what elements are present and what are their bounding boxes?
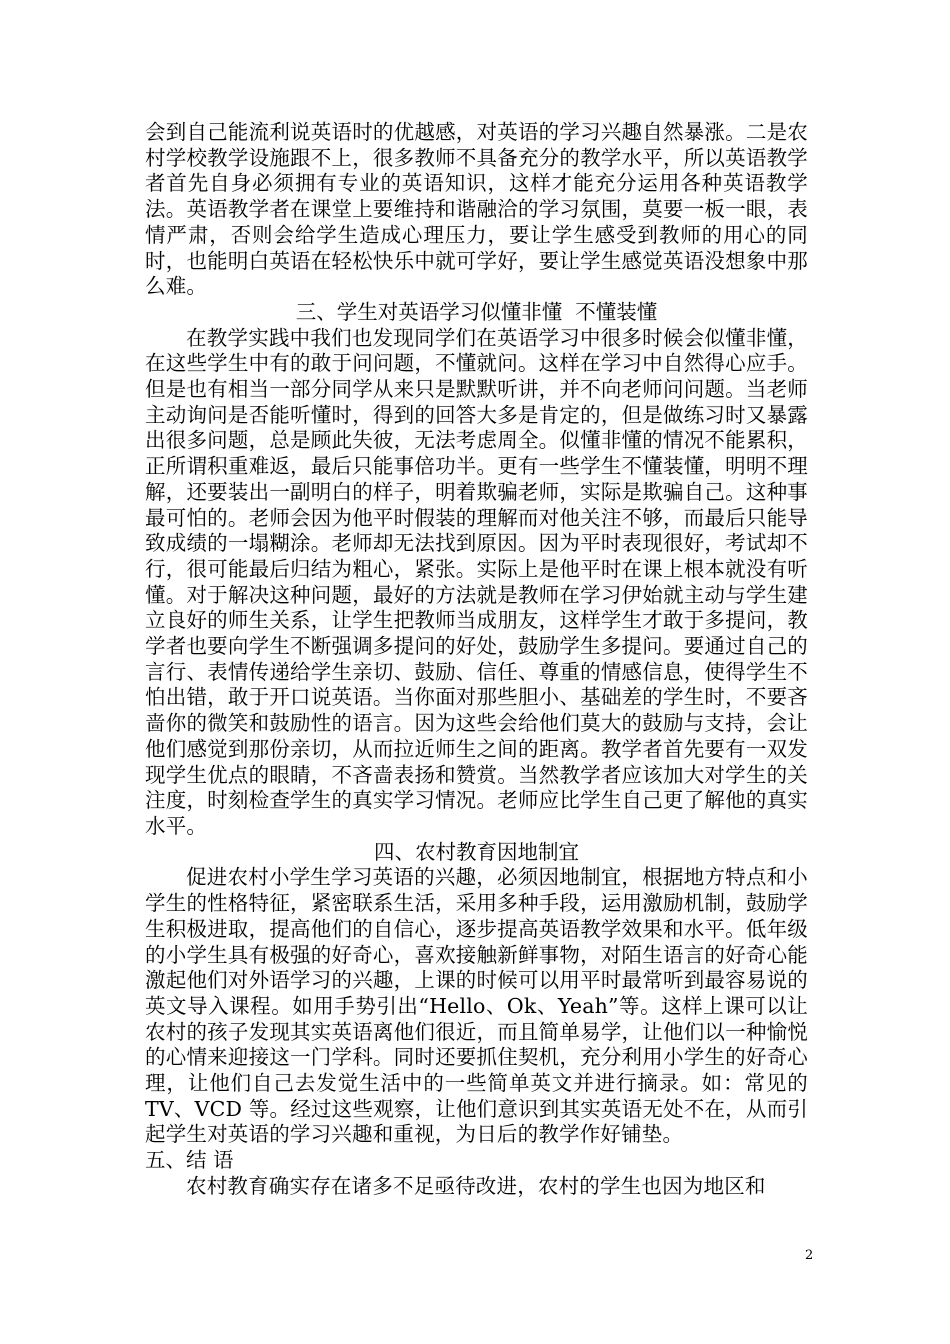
section3-paragraph: 在教学实践中我们也发现同学们在英语学习中很多时候会似懂非懂，在这些学生中有的敢于问问题，不懂就问。这样在学习中自然得心应手。但是也有相当一部分同学从来只是默默听讲，并不向老师问问题。当老师主动询问是否能听懂时，得到的回答大多是肯定的，但是做练习时又暴露出很多问题，总是顾此失彼，无法考虑周全。似懂非懂的情况不能累积，正所谓积重难返，最后只能事倍功半。更有一些学生不懂装懂，明明不理解，还要装出一副明白的样子，明着欺骗老师，实际是欺骗自己。这种事最可怕的。老师会因为他平时假装的理解而对他关注不够，而最后只能导致成绩的一塌糊涂。老师却无法找到原因。因为平时表现很好，考试却不行，很可能最后归结为粗心，紧张。实际上是他平时在课上根本就没有听懂。对于解决这种问题，最好的方法就是教师在学习伊始就主动与学生建立良好的师生关系，让学生把教师当成朋友，这样学生才敢于多提问，教学者也要向学生不断强调多提问的好处，鼓励学生多提问。要通过自己的言行、表情传递给学生亲切、鼓励、信任、尊重的情感信息，使得学生不怕出错，敢于开口说英语。当你面对那些胆小、基础差的学生时，不要吝啬你的微笑和鼓励性的语言。因为这些会给他们莫大的鼓励与支持，会让他们感觉到那份亲切，从而拉近师生之间的距离。教学者首先要有一双发现学生优点的眼睛，不吝啬表扬和赞赏。当然教学者应该加大对学生的关注度，时刻检查学生的真实学习情况。老师应比学生自己更了解他的真实水平。	[145, 325, 808, 838]
section5-heading: 五、结 语	[145, 1148, 234, 1173]
section4-heading: 四、农村教育因地制宜	[374, 839, 579, 864]
section3-heading: 三、学生对英语学习似懂非懂 不懂装懂	[295, 299, 658, 324]
intro-paragraph: 会到自己能流利说英语时的优越感，对英语的学习兴趣自然暴涨。二是农村学校教学设施跟不上，很多教师不具备充分的教学水平，所以英语教学者首先自身必须拥有专业的英语知识，这样才能充分运用各种英语教学法。英语教学者在课堂上要维持和谐融洽的学习氛围，莫要一板一眼，表情严肃，否则会给学生造成心理压力，要让学生感受到教师的用心的同时，也能明白英语在轻松快乐中就可学好，要让学生感觉英语没想象中那么难。	[145, 120, 808, 299]
page-number: 2	[805, 1248, 814, 1263]
document-page	[145, 120, 808, 1200]
section4-paragraph: 促进农村小学生学习英语的兴趣，必须因地制宜，根据地方特点和小学生的性格特征，紧密联系生活，采用多种手段，运用激励机制，鼓励学生积极进取，提高他们的自信心，逐步提高英语教学效果和水平。低年级的小学生具有极强的好奇心，喜欢接触新鲜事物，对陌生语言的好奇心能激起他们对外语学习的兴趣，上课的时候可以用平时最常听到最容易说的英文导入课程。如用手势引出“Hello、Ok、Yeah”等。这样上课可以让农村的孩子发现其实英语离他们很近，而且简单易学，让他们以一种愉悦的心情来迎接这一门学科。同时还要抓住契机，充分利用小学生的好奇心理，让他们自己去发觉生活中的一些简单英文并进行摘录。如：常见的TV、VCD 等。经过这些观察，让他们意识到其实英语无处不在，从而引起学生对英语的学习兴趣和重视，为日后的教学作好铺垫。	[145, 865, 808, 1147]
section5-paragraph: 农村教育确实存在诸多不足亟待改进，农村的学生也因为地区和	[186, 1173, 766, 1198]
